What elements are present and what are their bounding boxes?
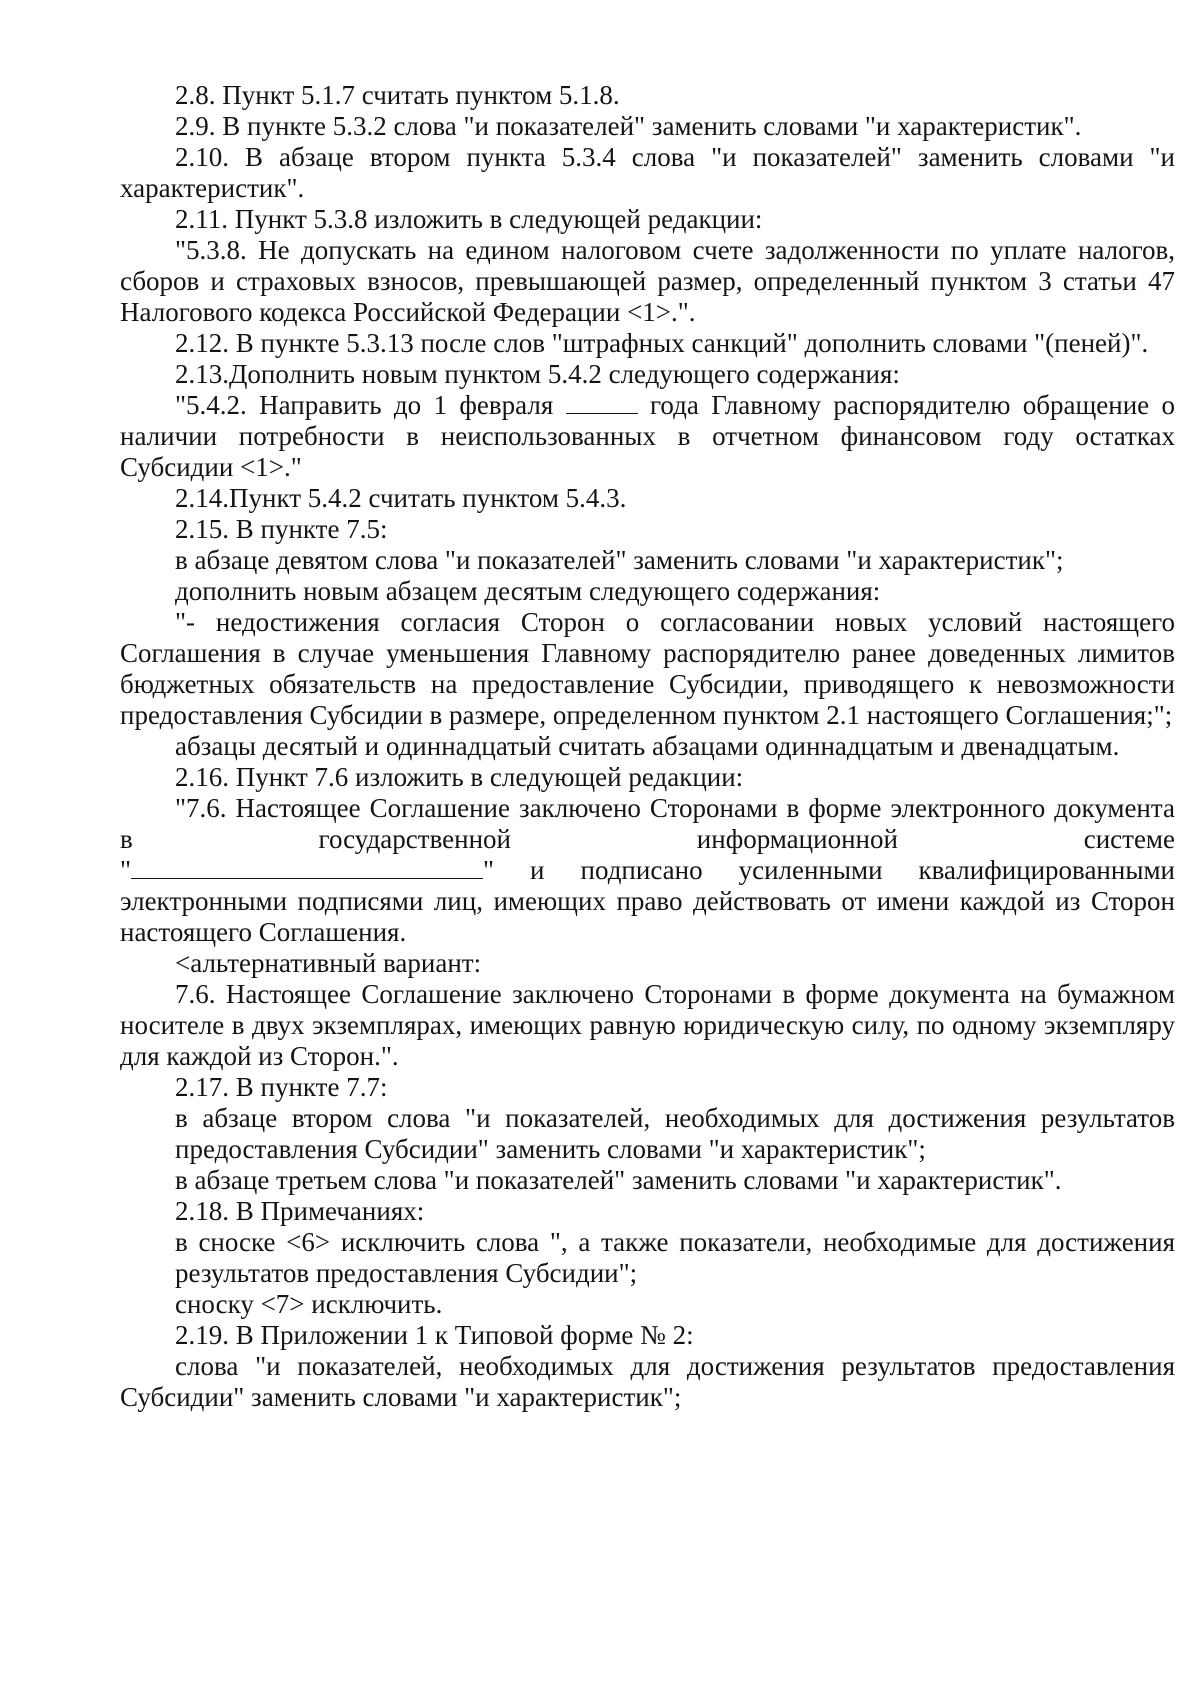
clause-5-4-2-start: "5.4.2. Направить до 1 февраля xyxy=(175,390,554,420)
clause-7-6-rest: " и подписано усиленными квалифицированными электронными подписями лиц, имеющих право действовать от имени каждой из Сторон настоящего Соглашения. xyxy=(120,855,1175,947)
clause-7-6-line-1: "7.6. Настоящее Соглашение заключено Сторонами в форме электронного документа в государственной информационной системе xyxy=(120,793,1175,854)
clause-5-4-2-end: года Главному распорядителю обращение о наличии потребности в неиспользованных в отчетном финансовом году остатках Субсидии <1>." xyxy=(120,390,1176,482)
clause-7-6-line-2 xyxy=(120,855,1175,948)
item-2-18-paragraph-a: в сноске <6> исключить слова ", а также показатели, необходимые для достижения результатов предоставления Субсидии"; xyxy=(175,1227,1175,1288)
item-2-17: 2.17. В пункте 7.7: xyxy=(175,1072,388,1102)
quote-open: " xyxy=(120,855,132,885)
item-2-18-paragraph-b: сноску <7> исключить. xyxy=(175,1289,443,1319)
clause-7-6-alternative: 7.6. Настоящее Соглашение заключено Сторонами в форме документа на бумажном носителе в двух экземплярах, имеющих равную юридическую силу, по одному экземпляру для каждой из Сторон.". xyxy=(120,979,1175,1071)
document-body xyxy=(120,80,1175,1413)
item-2-8: 2.8. Пункт 5.1.7 считать пунктом 5.1.8. xyxy=(175,80,620,110)
item-2-11: 2.11. Пункт 5.3.8 изложить в следующей редакции: xyxy=(175,204,763,234)
item-2-17-paragraph-a: в абзаце втором слова "и показателей, необходимых для достижения результатов предоставления Субсидии" заменить словами "и характеристик"; xyxy=(175,1103,1175,1164)
clause-5-3-8: "5.3.8. Не допускать на едином налоговом счете задолженности по уплате налогов, сборов и страховых взносов, превышающей размер, определенный пунктом 3 статьи 47 Налогового кодекса Российской Федерации <1>.". xyxy=(120,235,1175,327)
item-2-12: 2.12. В пункте 5.3.13 после слов "штрафных санкций" дополнить словами "(пеней)". xyxy=(175,328,1149,358)
item-2-18: 2.18. В Примечаниях: xyxy=(175,1196,425,1226)
item-2-15-paragraph-d: абзацы десятый и одиннадцатый считать абзацами одиннадцатым и двенадцатым. xyxy=(175,731,1120,761)
system-name-blank xyxy=(131,856,483,879)
clause-5-4-2 xyxy=(120,390,1175,483)
item-2-10: 2.10. В абзаце втором пункта 5.3.4 слова "и показателей" заменить словами "и характеристик". xyxy=(120,142,1175,203)
item-2-9: 2.9. В пункте 5.3.2 слова "и показателей" заменить словами "и характеристик". xyxy=(175,111,1082,141)
item-2-16: 2.16. Пункт 7.6 изложить в следующей редакции: xyxy=(175,762,744,792)
year-blank xyxy=(566,391,638,414)
alternative-label: <альтернативный вариант: xyxy=(175,948,482,978)
item-2-19-paragraph-a: слова "и показателей, необходимых для достижения результатов предоставления Субсидии" заменить словами "и характеристик"; xyxy=(120,1351,1175,1412)
item-2-15-paragraph-b: дополнить новым абзацем десятым следующего содержания: xyxy=(175,576,881,606)
item-2-14: 2.14.Пункт 5.4.2 считать пунктом 5.4.3. xyxy=(175,483,627,513)
item-2-15: 2.15. В пункте 7.5: xyxy=(175,514,388,544)
item-2-19: 2.19. В Приложении 1 к Типовой форме № 2: xyxy=(175,1320,694,1350)
item-2-15-paragraph-a: в абзаце девятом слова "и показателей" заменить словами "и характеристик"; xyxy=(175,545,1064,575)
item-2-17-paragraph-b: в абзаце третьем слова "и показателей" заменить словами "и характеристик". xyxy=(175,1165,1062,1195)
item-2-13: 2.13.Дополнить новым пунктом 5.4.2 следующего содержания: xyxy=(175,359,900,389)
item-2-15-new-paragraph: "- недостижения согласия Сторон о согласовании новых условий настоящего Соглашения в случае уменьшения Главному распорядителю ранее доведенных лимитов бюджетных обязательств на предоставление Субсидии, приводящего к невозможности предоставления Субсидии в размере, определенном пунктом 2.1 настоящего Соглашения;"; xyxy=(120,607,1175,730)
